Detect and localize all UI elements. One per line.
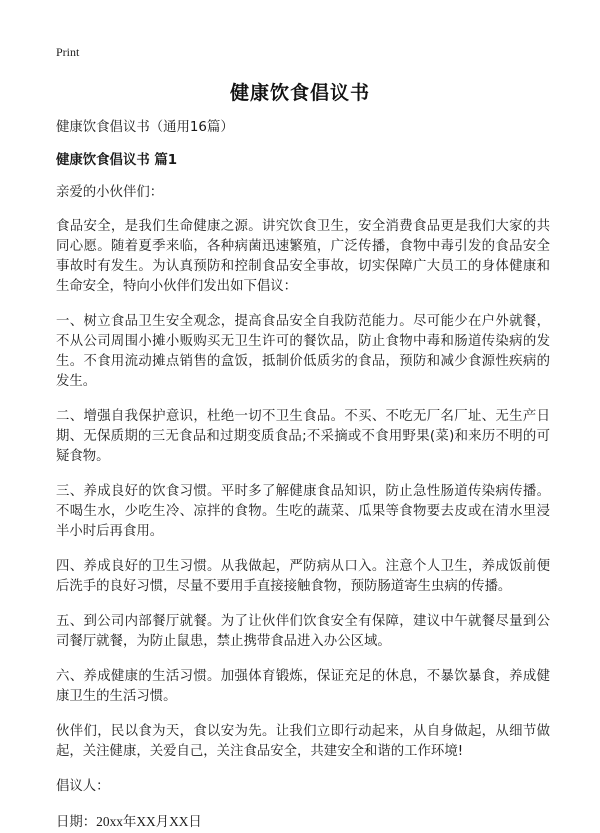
paragraph-closing: 伙伴们，民以食为天，食以安为先。让我们立即行动起来，从自身做起，从细节做起，关注健康，关爱自己，关注食品安全，共建安全和谐的工作环境! <box>56 724 550 759</box>
paragraph-item-6: 六、养成健康的生活习惯。加强体育锻炼，保证充足的休息，不暴饮暴食，养成健康卫生的生活习惯。 <box>56 669 550 704</box>
signatory-label: 倡议人： <box>56 779 110 794</box>
document-body <box>56 118 550 833</box>
paragraph-item-4: 四、养成良好的卫生习惯。从我做起，严防病从口入。注意个人卫生，养成饭前便后洗手的良好习惯，尽量不要用手直接接触食物，预防肠道寄生虫病的传播。 <box>56 559 550 594</box>
paragraph-item-3: 三、养成良好的饮食习惯。平时多了解健康食品知识，防止急性肠道传染病传播。不喝生水，少吃生冷、凉拌的食物。生吃的蔬菜、瓜果等食物要去皮或在清水里浸半小时后再食用。 <box>56 484 550 539</box>
date-line <box>56 812 550 833</box>
paragraph-item-1: 一、树立食品卫生安全观念，提高食品安全自我防范能力。尽可能少在户外就餐，不从公司周围小摊小贩购买无卫生许可的餐饮品，防止食物中毒和肠道传染病的发生。不食用流动摊点销售的盒饭，抵制价低质劣的食品，预防和减少食源性疾病的发生。 <box>56 314 550 389</box>
paragraph-item-2: 二、增强自我保护意识，杜绝一切不卫生食品。不买、不吃无厂名厂址、无生产日期、无保质期的三无食品和过期变质食品;不采摘或不食用野果(菜)和来历不明的可疑食物。 <box>56 409 550 464</box>
section-heading: 健康饮食倡议书 篇1 <box>56 153 178 168</box>
print-label: Print <box>56 45 80 59</box>
paragraph-intro: 食品安全，是我们生命健康之源。讲究饮食卫生，安全消费食品更是我们大家的共同心愿。随着夏季来临，各种病菌迅速繁殖，广泛传播，食物中毒引发的食品安全事故时有发生。为认真预防和控制食品安全事故，切实保障广大员工的身体健康和生命安全，特向小伙伴们发出如下倡议： <box>56 219 550 294</box>
document-subtitle: 健康饮食倡议书（通用16篇） <box>56 120 234 135</box>
date-label: 日期： <box>56 815 97 830</box>
greeting: 亲爱的小伙伴们： <box>56 185 164 200</box>
paragraph-item-5: 五、到公司内部餐厅就餐。为了让伙伴们饮食安全有保障，建议中午就餐尽量到公司餐厅就餐，为防止鼠患，禁止携带食品进入办公区域。 <box>56 614 550 649</box>
date-value: 20xx年XX月XX日 <box>96 814 202 829</box>
page-title: 健康饮食倡议书 <box>229 82 370 104</box>
